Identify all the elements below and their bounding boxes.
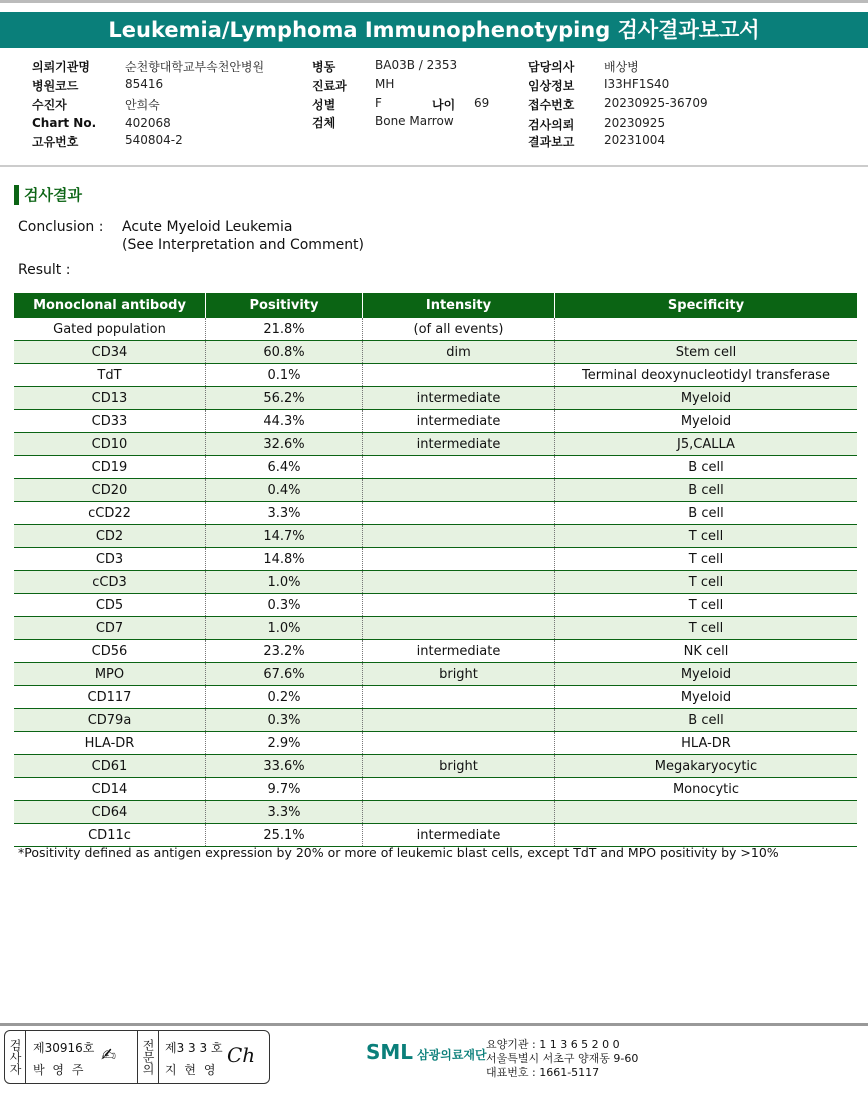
conclusion-line2: (See Interpretation and Comment)	[122, 237, 365, 253]
cell-intensity	[363, 502, 555, 525]
info-label: 진료과	[312, 79, 347, 93]
cell-specificity	[555, 801, 858, 824]
table-row	[14, 525, 857, 548]
info-label: Chart No.	[32, 116, 97, 130]
cell-antibody: CD14	[14, 778, 206, 801]
table-row	[14, 571, 857, 594]
info-label: 성별	[312, 98, 336, 112]
cell-specificity: B cell	[555, 456, 858, 479]
cell-intensity	[363, 525, 555, 548]
specialist-label: 전문의	[137, 1031, 159, 1083]
cell-intensity	[363, 732, 555, 755]
info-label: 검체	[312, 116, 336, 130]
cell-positivity: 21.8%	[206, 318, 363, 341]
info-label: 담당의사	[528, 60, 575, 74]
cell-intensity: intermediate	[363, 640, 555, 663]
cell-antibody: CD19	[14, 456, 206, 479]
table-row	[14, 548, 857, 571]
header-positivity: Positivity	[206, 293, 363, 318]
cell-intensity: intermediate	[363, 410, 555, 433]
table-row	[14, 709, 857, 732]
table-row	[14, 640, 857, 663]
info-value: BA03B / 2353	[375, 58, 458, 72]
cell-positivity: 14.8%	[206, 548, 363, 571]
cell-positivity: 44.3%	[206, 410, 363, 433]
table-row	[14, 755, 857, 778]
cell-positivity: 25.1%	[206, 824, 363, 847]
cell-positivity: 9.7%	[206, 778, 363, 801]
cell-intensity	[363, 686, 555, 709]
signature-box	[4, 1030, 270, 1084]
table-row	[14, 801, 857, 824]
cell-specificity	[555, 318, 858, 341]
info-value: 20231004	[604, 133, 666, 147]
cell-antibody: CD64	[14, 801, 206, 824]
info-value: 20230925	[604, 116, 666, 130]
cell-antibody: CD3	[14, 548, 206, 571]
cell-specificity: B cell	[555, 479, 858, 502]
cell-positivity: 0.4%	[206, 479, 363, 502]
cell-antibody: CD5	[14, 594, 206, 617]
info-value: 순천향대학교부속천안병원	[125, 60, 265, 74]
cell-specificity: Myeloid	[555, 387, 858, 410]
cell-intensity	[363, 617, 555, 640]
age-value: 69	[474, 96, 490, 110]
result-label: Result :	[18, 262, 71, 278]
cell-intensity	[363, 778, 555, 801]
cell-intensity	[363, 456, 555, 479]
info-label: 임상정보	[528, 79, 575, 93]
cell-intensity	[363, 479, 555, 502]
info-value: 20230925-36709	[604, 96, 708, 110]
cell-positivity: 67.6%	[206, 663, 363, 686]
cell-specificity: Myeloid	[555, 663, 858, 686]
cell-antibody: CD11c	[14, 824, 206, 847]
cell-specificity: NK cell	[555, 640, 858, 663]
cell-antibody: CD20	[14, 479, 206, 502]
cell-positivity: 14.7%	[206, 525, 363, 548]
cell-positivity: 56.2%	[206, 387, 363, 410]
info-value: MH	[375, 77, 395, 91]
org-name: 삼광의료재단	[417, 1048, 487, 1062]
info-value: Bone Marrow	[375, 114, 454, 128]
cell-intensity: intermediate	[363, 433, 555, 456]
cell-intensity	[363, 364, 555, 387]
table-row	[14, 824, 857, 847]
info-label: 결과보고	[528, 135, 575, 149]
cell-antibody: HLA-DR	[14, 732, 206, 755]
cell-positivity: 23.2%	[206, 640, 363, 663]
cell-specificity: Megakaryocytic	[555, 755, 858, 778]
specialist-no: 제3 3 3 호	[165, 1041, 223, 1055]
cell-positivity: 0.3%	[206, 709, 363, 732]
cell-specificity: J5,CALLA	[555, 433, 858, 456]
cell-antibody: MPO	[14, 663, 206, 686]
examiner-signature: ✍	[101, 1045, 117, 1066]
cell-intensity: bright	[363, 663, 555, 686]
cell-antibody: CD10	[14, 433, 206, 456]
cell-intensity	[363, 709, 555, 732]
header-antibody: Monoclonal antibody	[14, 293, 206, 318]
cell-antibody: CD56	[14, 640, 206, 663]
table-row	[14, 364, 857, 387]
info-label: 접수번호	[528, 98, 575, 112]
divider	[0, 165, 868, 167]
cell-specificity: T cell	[555, 594, 858, 617]
table-row	[14, 341, 857, 364]
cell-positivity: 0.3%	[206, 594, 363, 617]
cell-positivity: 0.2%	[206, 686, 363, 709]
footer-divider	[0, 1023, 868, 1026]
examiner-no: 제30916호	[33, 1041, 95, 1055]
cell-antibody: CD34	[14, 341, 206, 364]
top-border	[0, 0, 868, 3]
cell-positivity: 1.0%	[206, 617, 363, 640]
cell-positivity: 0.1%	[206, 364, 363, 387]
info-value: I33HF1S40	[604, 77, 670, 91]
cell-intensity: dim	[363, 341, 555, 364]
cell-specificity: Stem cell	[555, 341, 858, 364]
cell-specificity: T cell	[555, 571, 858, 594]
table-row	[14, 502, 857, 525]
footnote: *Positivity defined as antigen expression by 20% or more of leukemic blast cells, except TdT and MPO positivity by >10%	[18, 845, 779, 860]
cell-antibody: CD33	[14, 410, 206, 433]
cell-antibody: CD2	[14, 525, 206, 548]
header-specificity: Specificity	[555, 293, 858, 318]
cell-antibody: CD13	[14, 387, 206, 410]
info-value: F	[375, 96, 382, 110]
specialist-signature: Ch	[227, 1043, 256, 1067]
table-row	[14, 686, 857, 709]
cell-specificity: HLA-DR	[555, 732, 858, 755]
table-row	[14, 318, 857, 341]
table-row	[14, 387, 857, 410]
info-label: 고유번호	[32, 135, 79, 149]
cell-antibody: CD117	[14, 686, 206, 709]
info-label: 병동	[312, 60, 336, 74]
table-row	[14, 617, 857, 640]
cell-specificity: Myeloid	[555, 686, 858, 709]
phone: 대표번호 : 1661-5117	[486, 1066, 600, 1079]
table-row	[14, 479, 857, 502]
cell-specificity: T cell	[555, 617, 858, 640]
results-table	[14, 293, 857, 847]
table-row	[14, 410, 857, 433]
cell-intensity: (of all events)	[363, 318, 555, 341]
table-row	[14, 456, 857, 479]
cell-intensity: intermediate	[363, 824, 555, 847]
examiner-name: 박 영 주	[33, 1063, 86, 1077]
org-contact	[486, 1038, 638, 1080]
cell-specificity: Terminal deoxynucleotidyl transferase	[555, 364, 858, 387]
cell-antibody: TdT	[14, 364, 206, 387]
institution-code: 요양기관 : 1 1 3 6 5 2 0 0	[486, 1038, 620, 1051]
cell-intensity: intermediate	[363, 387, 555, 410]
table-row	[14, 732, 857, 755]
cell-positivity: 60.8%	[206, 341, 363, 364]
cell-antibody: CD61	[14, 755, 206, 778]
address: 서울특별시 서초구 양재동 9-60	[486, 1052, 639, 1065]
examiner-label: 검사자	[5, 1031, 26, 1083]
cell-antibody: CD79a	[14, 709, 206, 732]
info-value: 안희숙	[125, 98, 160, 112]
cell-intensity	[363, 548, 555, 571]
cell-antibody: CD7	[14, 617, 206, 640]
cell-positivity: 6.4%	[206, 456, 363, 479]
cell-specificity: T cell	[555, 525, 858, 548]
table-row	[14, 778, 857, 801]
cell-specificity: B cell	[555, 709, 858, 732]
info-value: 85416	[125, 77, 164, 91]
info-label: 의뢰기관명	[32, 60, 90, 74]
info-label: 수진자	[32, 98, 67, 112]
table-row	[14, 663, 857, 686]
cell-specificity: Monocytic	[555, 778, 858, 801]
conclusion-line1: Acute Myeloid Leukemia	[122, 219, 293, 235]
info-label: 검사의뢰	[528, 118, 575, 132]
table-row	[14, 594, 857, 617]
info-value: 540804-2	[125, 133, 183, 147]
cell-specificity	[555, 824, 858, 847]
cell-antibody: Gated population	[14, 318, 206, 341]
table-row	[14, 433, 857, 456]
cell-positivity: 32.6%	[206, 433, 363, 456]
cell-positivity: 33.6%	[206, 755, 363, 778]
report-title: Leukemia/Lymphoma Immunophenotyping 검사결과보고서	[0, 12, 868, 48]
cell-intensity	[363, 801, 555, 824]
cell-positivity: 3.3%	[206, 801, 363, 824]
cell-antibody: cCD3	[14, 571, 206, 594]
cell-intensity: bright	[363, 755, 555, 778]
section-title: 검사결과	[14, 185, 82, 205]
header-intensity: Intensity	[363, 293, 555, 318]
age-label: 나이	[432, 98, 456, 112]
cell-specificity: B cell	[555, 502, 858, 525]
cell-positivity: 3.3%	[206, 502, 363, 525]
sml-logo: SML 삼광의료재단	[366, 1040, 487, 1064]
cell-intensity	[363, 594, 555, 617]
info-label: 병원코드	[32, 79, 79, 93]
cell-specificity: Myeloid	[555, 410, 858, 433]
specialist-name: 지 현 영	[165, 1063, 218, 1077]
cell-antibody: cCD22	[14, 502, 206, 525]
conclusion-label: Conclusion :	[18, 219, 104, 235]
info-value: 402068	[125, 116, 171, 130]
cell-positivity: 1.0%	[206, 571, 363, 594]
cell-positivity: 2.9%	[206, 732, 363, 755]
info-value: 배상병	[604, 60, 639, 74]
cell-intensity	[363, 571, 555, 594]
cell-specificity: T cell	[555, 548, 858, 571]
